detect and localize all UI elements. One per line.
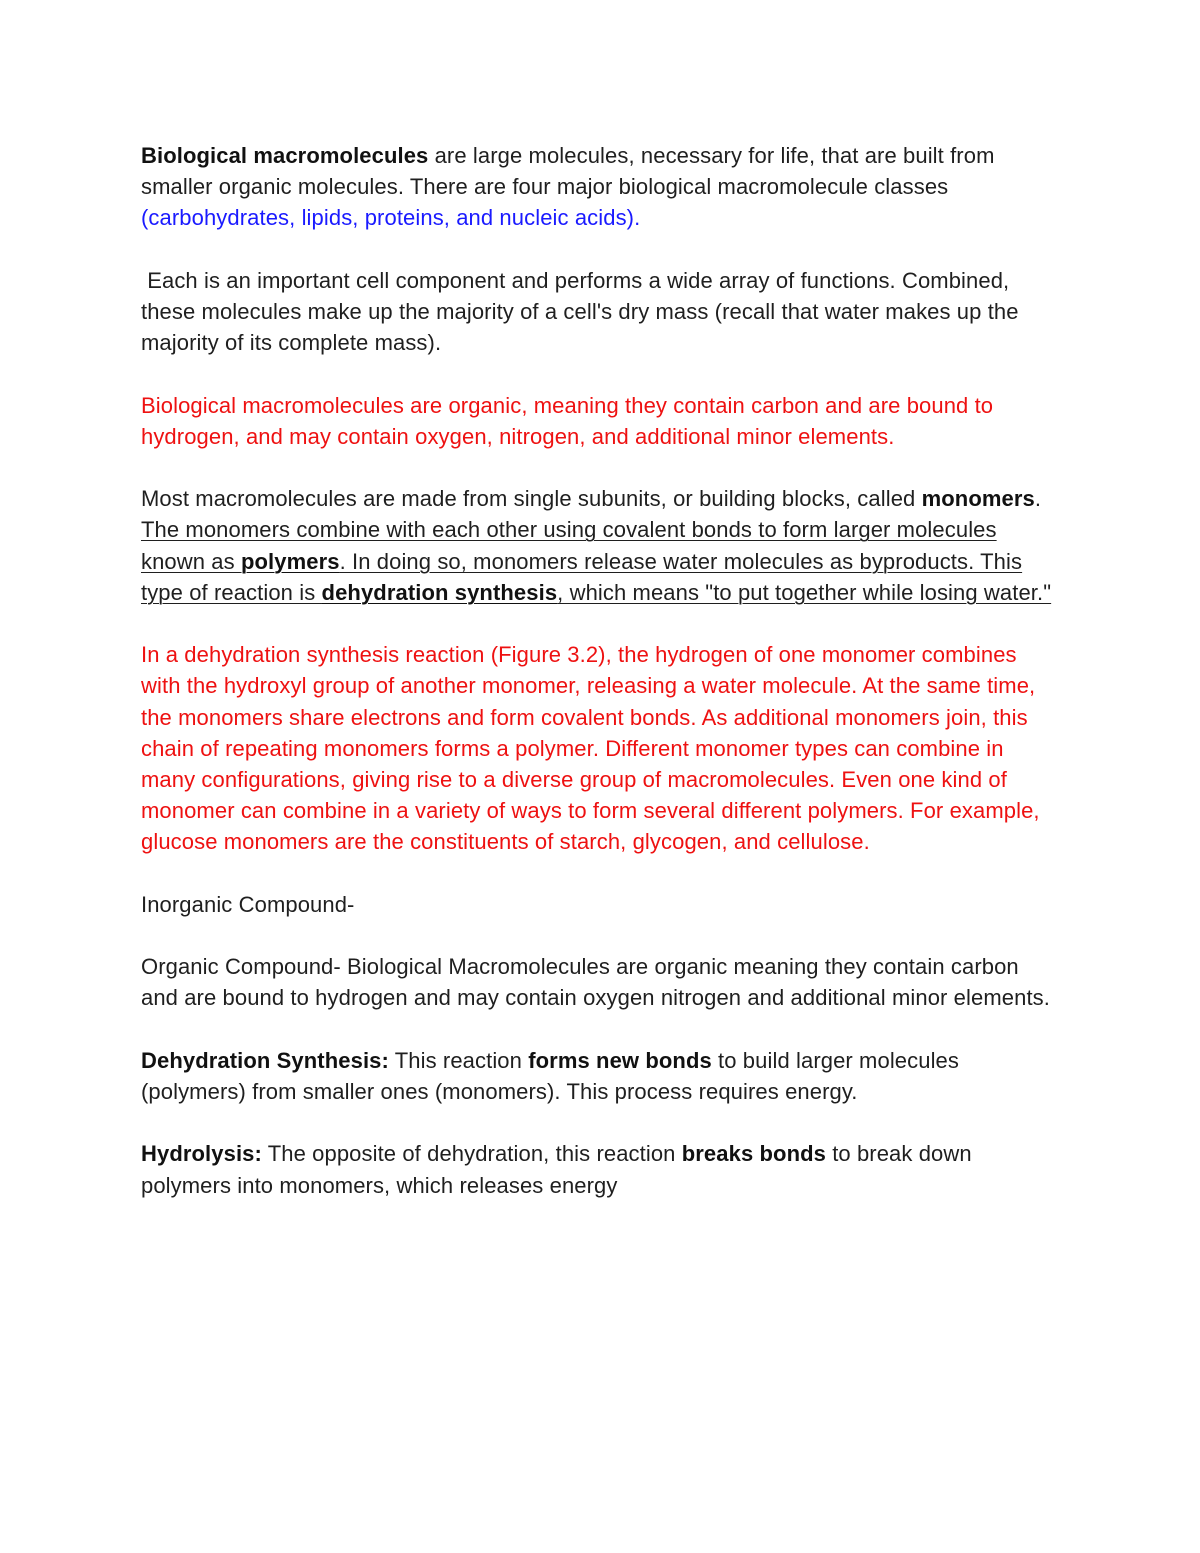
byproducts-underlined-text: . In doing so, monomers release water molecules as byproducts. This type of reaction is — [141, 548, 1023, 605]
dehydration-def-text-a: This reaction — [388, 1047, 529, 1073]
paragraph-macromolecules-intro — [141, 140, 1056, 234]
macromolecule-classes: (carbohydrates, lipids, proteins, and nucleic acids) — [141, 205, 635, 231]
paragraph-hydrolysis-def — [141, 1138, 1056, 1200]
hydrolysis-def-text-a: The opposite of dehydration, this reaction — [261, 1141, 682, 1167]
paragraph-cell-component: Each is an important cell component and performs a wide array of functions. Combined, these molecules make up the majority of a cell's dry mass (recall that water makes up the majority of its complete mass). — [141, 267, 1025, 356]
term-dehydration-synthesis-label: Dehydration Synthesis: — [141, 1047, 389, 1073]
polymers-underlined-text: The monomers combine with each other using covalent bonds to form larger molecules known as — [141, 517, 997, 574]
paragraph-inorganic-compound: Inorganic Compound- — [141, 891, 355, 917]
paragraph-monomers — [141, 483, 1056, 608]
term-forms-new-bonds: forms new bonds — [528, 1047, 712, 1073]
paragraph-organic-compound: Organic Compound- Biological Macromolecules are organic meaning they contain carbon and are bound to hydrogen and may contain oxygen nitrogen and additional minor elements. — [141, 954, 1050, 1011]
intro-end: . — [634, 205, 641, 231]
hydrolysis-def-text-b: to break down polymers into monomers, which releases energy — [141, 1141, 972, 1198]
term-polymers: polymers — [240, 548, 340, 574]
term-monomers: monomers — [921, 486, 1035, 512]
intro-text: are large molecules, necessary for life, that are built from smaller organic molecules. There are four major biological macromolecule classes — [141, 143, 995, 200]
paragraph-dehydration-synthesis-def — [141, 1045, 1056, 1107]
paragraph-dehydration-reaction: In a dehydration synthesis reaction (Figure 3.2), the hydrogen of one monomer combines with the hydroxyl group of another monomer, releasing a water molecule. At the same time, the monomers share electrons and form covalent bonds. As additional monomers join, this chain of repeating monomers forms a polymer. Different monomer types can combine in many configurations, giving rise to a diverse group of macromolecules. Even one kind of monomer can combine in a variety of ways to form several different polymers. For example, glucose monomers are the constituents of starch, glycogen, and cellulose. — [141, 642, 1040, 855]
term-dehydration-synthesis: dehydration synthesis — [321, 579, 558, 605]
term-biological-macromolecules: Biological macromolecules — [141, 143, 429, 168]
document-page — [141, 140, 1056, 1232]
term-breaks-bonds: breaks bonds — [681, 1141, 826, 1167]
monomers-intro-text: Most macromolecules are made from single subunits, or building blocks, called — [141, 486, 922, 512]
losing-water-underlined-text: , which means "to put together while losing water." — [557, 579, 1052, 605]
paragraph-organic-definition: Biological macromolecules are organic, meaning they contain carbon and are bound to hydrogen, and may contain oxygen, nitrogen, and additional minor elements. — [141, 392, 994, 449]
dehydration-def-text-b: to build larger molecules (polymers) from smaller ones (monomers). This process requires energy. — [141, 1047, 959, 1104]
term-hydrolysis-label: Hydrolysis: — [141, 1141, 262, 1167]
monomers-period: . — [1034, 486, 1042, 512]
